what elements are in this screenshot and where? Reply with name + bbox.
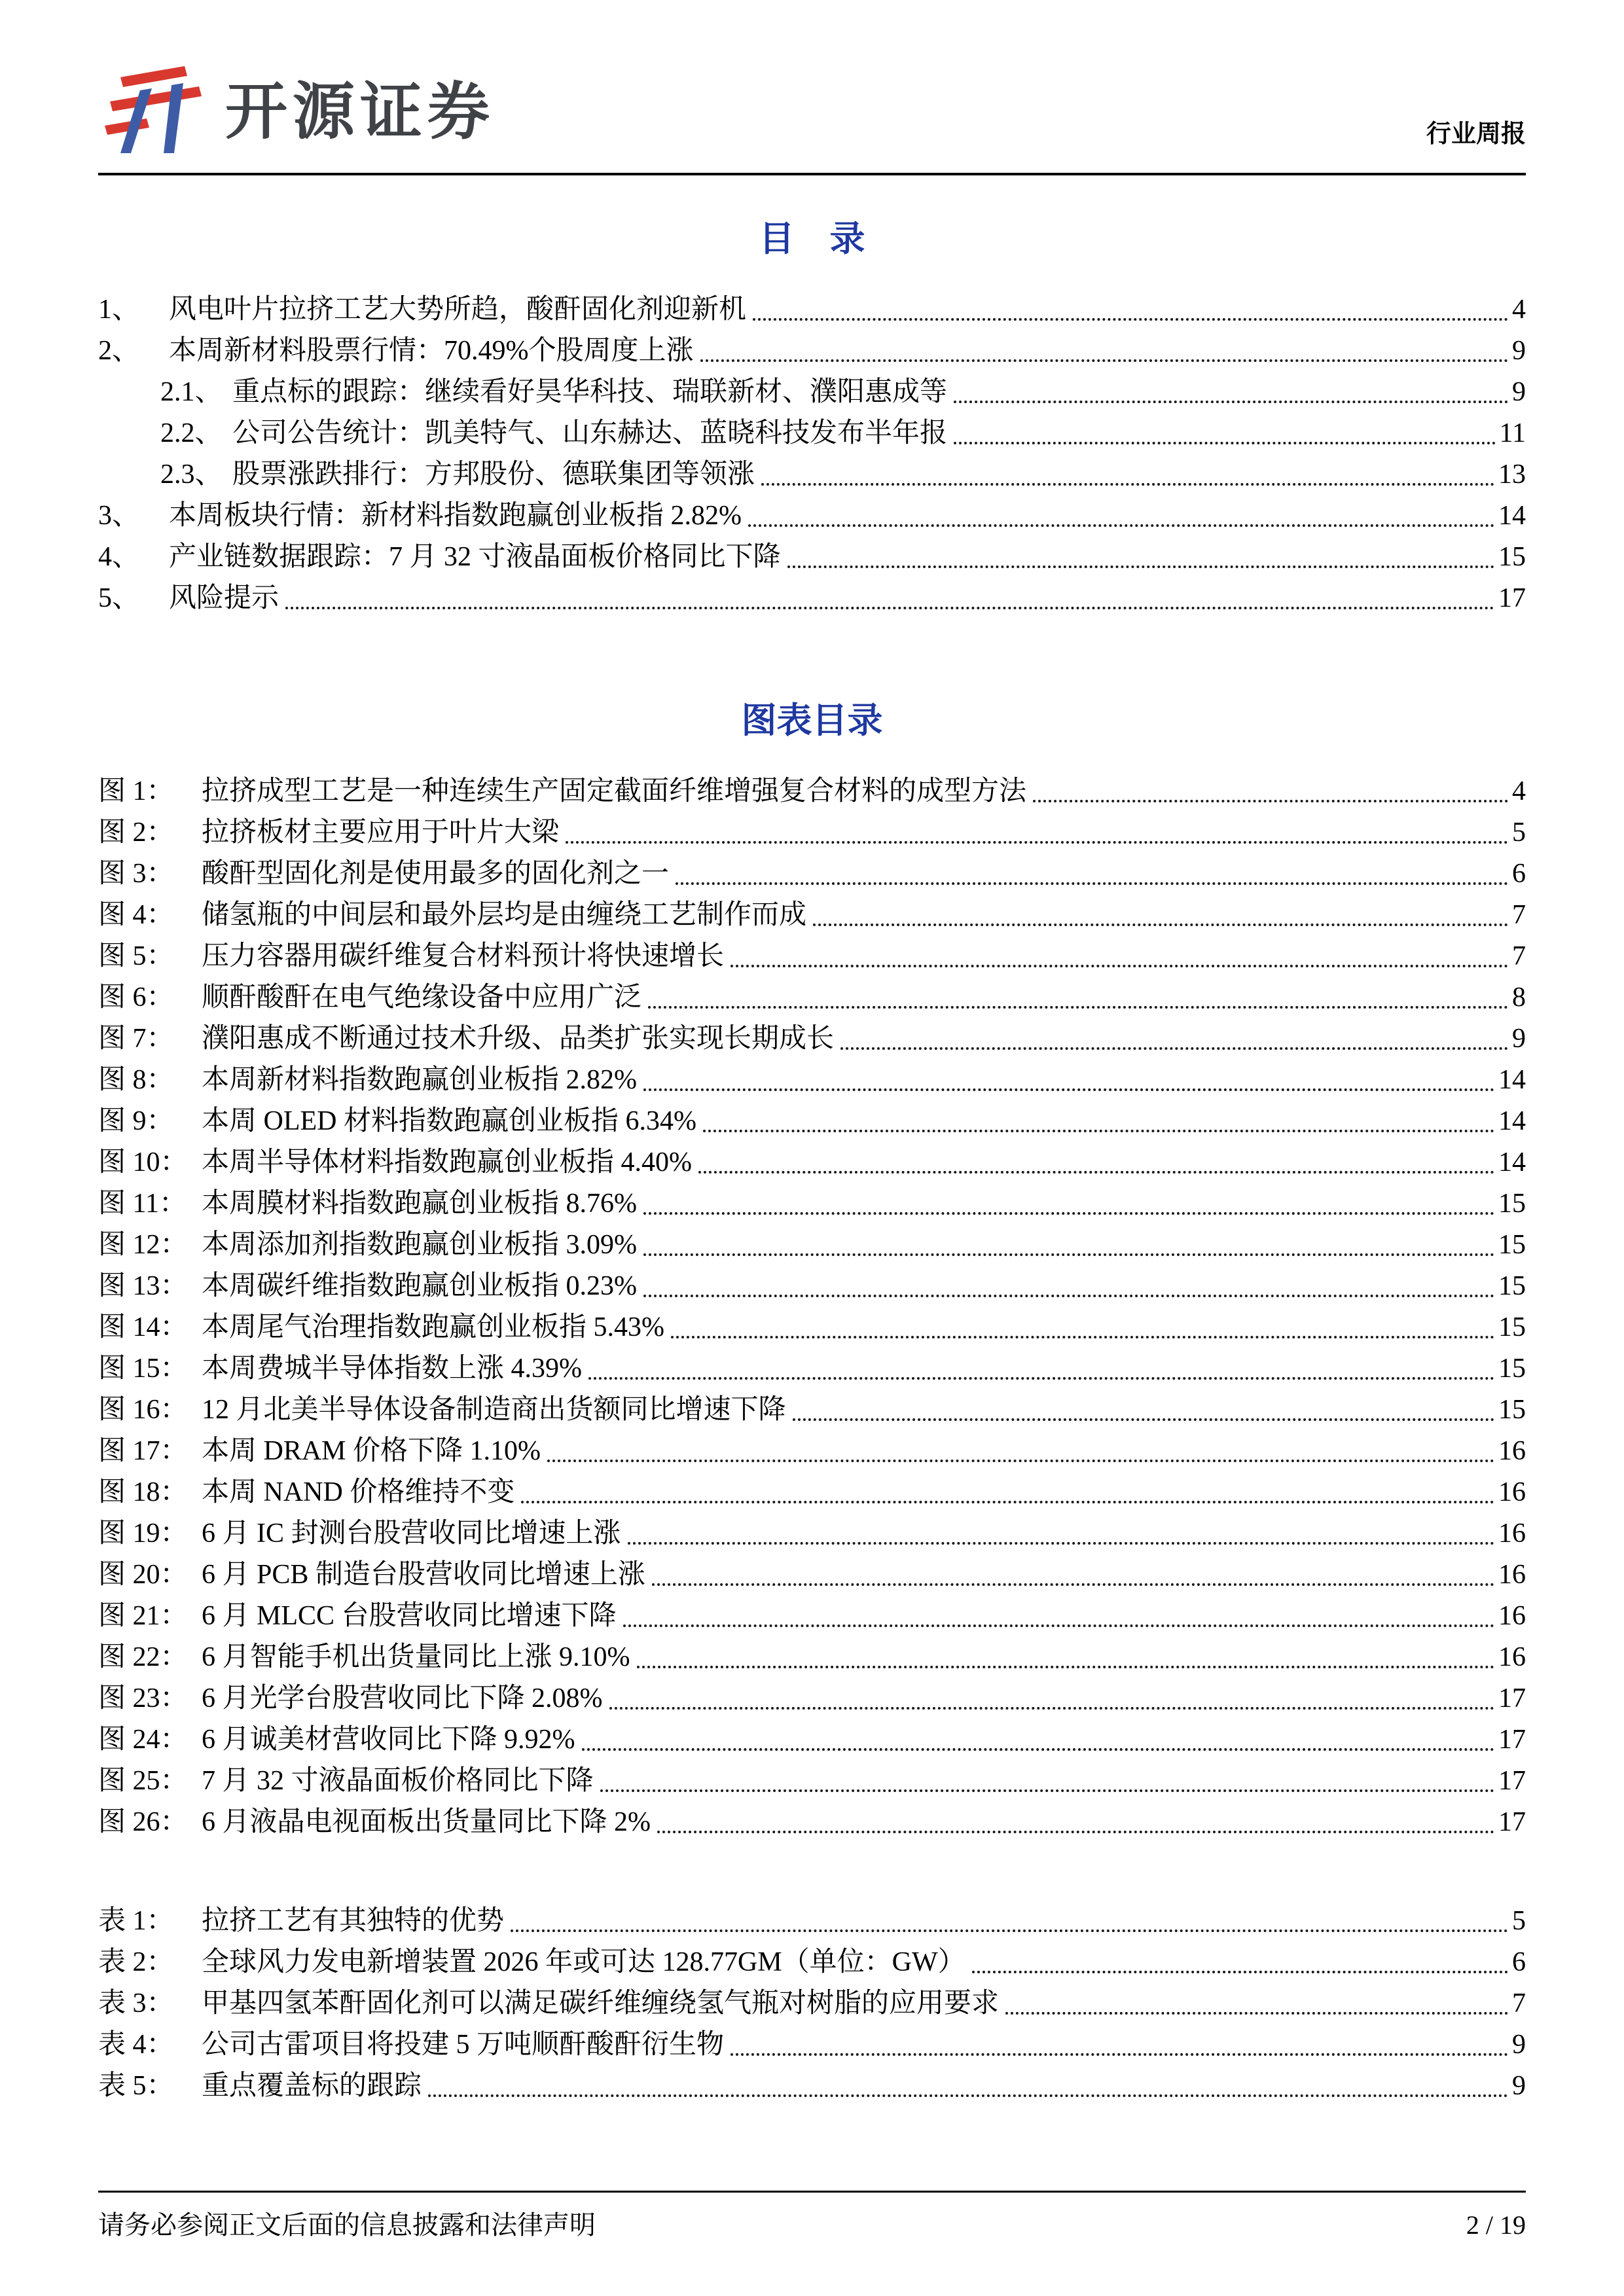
dotted-leader xyxy=(652,1583,1494,1586)
dotted-leader xyxy=(700,359,1509,362)
kaiyuan-logo-icon xyxy=(98,58,208,156)
dotted-leader xyxy=(628,1542,1494,1545)
figure-entry-title: 本周碳纤维指数跑赢创业板指 0.23% xyxy=(202,1271,637,1301)
table-entry-page: 7 xyxy=(1512,1988,1526,2018)
figure-entry-page: 5 xyxy=(1512,817,1526,848)
toc-entry-number: 3、 xyxy=(98,501,140,531)
table-entry-page: 9 xyxy=(1512,2030,1526,2060)
toc-entry[interactable] xyxy=(98,454,1526,495)
dotted-leader xyxy=(566,841,1508,844)
toc-entry-number: 2、 xyxy=(98,336,140,366)
dotted-leader xyxy=(698,1171,1494,1174)
figure-entry-page: 7 xyxy=(1512,941,1526,971)
figure-entry-number: 图 8： xyxy=(98,1065,174,1095)
figure-entry-number: 图 7： xyxy=(98,1024,174,1054)
figure-entry[interactable] xyxy=(98,1431,1526,1472)
toc-entry-number: 2.2、 xyxy=(160,418,223,448)
figure-entry-page: 6 xyxy=(1512,859,1526,889)
figures-title: 图表目录 xyxy=(741,701,883,740)
figure-entry-page: 14 xyxy=(1498,1065,1526,1095)
figure-entry[interactable] xyxy=(98,812,1526,853)
figure-entry-title: 压力容器用碳纤维复合材料预计将快速增长 xyxy=(202,941,725,971)
figure-entry[interactable] xyxy=(98,1596,1526,1637)
figure-entry[interactable] xyxy=(98,1183,1526,1225)
figure-entry-page: 17 xyxy=(1498,1766,1526,1796)
brand xyxy=(98,58,495,156)
dotted-leader xyxy=(954,401,1508,403)
toc-entry[interactable] xyxy=(98,372,1526,413)
toc-entry-title: 本周板块行情：新材料指数跑赢创业板指 2.82% xyxy=(169,501,742,531)
figure-entry-page: 15 xyxy=(1498,1354,1526,1384)
figure-entry-page: 14 xyxy=(1498,1106,1526,1136)
figure-entry-number: 图 10： xyxy=(98,1147,188,1177)
toc-entry-page: 11 xyxy=(1499,418,1526,448)
figure-entry-number: 图 19： xyxy=(98,1518,188,1549)
dotted-leader xyxy=(588,1377,1494,1380)
figures-list xyxy=(98,771,1526,1843)
dotted-leader xyxy=(582,1748,1495,1751)
figure-entry-title: 本周 OLED 材料指数跑赢创业板指 6.34% xyxy=(202,1106,696,1136)
report-type-label: 行业周报 xyxy=(1426,120,1526,148)
dotted-leader xyxy=(623,1624,1494,1627)
figure-entry[interactable] xyxy=(98,1761,1526,1802)
figure-entry-number: 图 24： xyxy=(98,1725,188,1755)
figure-entry-page: 4 xyxy=(1512,776,1526,806)
dotted-leader xyxy=(813,924,1508,926)
dotted-leader xyxy=(676,882,1508,885)
figure-entry-page: 16 xyxy=(1498,1477,1526,1507)
figure-entry-number: 图 25： xyxy=(98,1766,188,1796)
figure-entry-title: 顺酐酸酐在电气绝缘设备中应用广泛 xyxy=(202,982,642,1013)
dotted-leader xyxy=(972,1971,1508,1973)
dotted-leader xyxy=(954,442,1496,444)
figure-entry-page: 17 xyxy=(1498,1725,1526,1755)
figure-entry-number: 图 11： xyxy=(98,1189,187,1219)
figure-entry-title: 12 月北美半导体设备制造商出货额同比增速下降 xyxy=(202,1395,786,1425)
figure-entry-number: 图 23： xyxy=(98,1683,188,1713)
dotted-leader xyxy=(637,1666,1495,1668)
toc-list xyxy=(98,289,1526,619)
table-entry-number: 表 1： xyxy=(98,1906,174,1936)
footer-page-number: 2 / 19 xyxy=(1466,2210,1526,2240)
toc-entry-title: 风电叶片拉挤工艺大势所趋，酸酐固化剂迎新机 xyxy=(169,295,747,325)
figure-entry-title: 本周费城半导体指数上涨 4.39% xyxy=(202,1354,582,1384)
toc-entry[interactable] xyxy=(98,578,1526,619)
figure-entry-number: 图 9： xyxy=(98,1106,174,1136)
toc-entry-title: 公司公告统计：凯美特气、山东赫达、蓝晓科技发布半年报 xyxy=(232,418,948,448)
figure-entry-title: 本周新材料指数跑赢创业板指 2.82% xyxy=(202,1065,637,1095)
dotted-leader xyxy=(643,1212,1494,1215)
figure-entry-number: 图 5： xyxy=(98,941,174,971)
figure-entry-title: 拉挤板材主要应用于叶片大梁 xyxy=(202,817,560,848)
figure-entry[interactable] xyxy=(98,1554,1526,1596)
figure-entry-page: 14 xyxy=(1498,1147,1526,1177)
figure-entry-page: 9 xyxy=(1512,1024,1526,1054)
figure-entry-title: 本周半导体材料指数跑赢创业板指 4.40% xyxy=(202,1147,692,1177)
figure-entry-number: 图 4： xyxy=(98,900,174,930)
toc-entry-number: 4、 xyxy=(98,542,140,572)
figure-entry[interactable] xyxy=(98,1390,1526,1431)
figure-entry-title: 6 月智能手机出货量同比上涨 9.10% xyxy=(202,1642,630,1672)
dotted-leader xyxy=(657,1831,1494,1833)
dotted-leader xyxy=(547,1460,1494,1462)
table-entry[interactable] xyxy=(98,2024,1526,2066)
figure-entry-page: 15 xyxy=(1498,1395,1526,1425)
toc-entry-page: 15 xyxy=(1498,542,1526,572)
dotted-leader xyxy=(600,1789,1494,1792)
table-entry-title: 公司古雷项目将投建 5 万吨顺酐酸酐衍生物 xyxy=(202,2030,725,2060)
toc-entry[interactable] xyxy=(98,537,1526,578)
table-entry[interactable] xyxy=(98,1942,1526,1983)
figure-entry[interactable] xyxy=(98,853,1526,895)
figure-entry-number: 图 12： xyxy=(98,1230,188,1260)
figure-entry-title: 6 月光学台股营收同比下降 2.08% xyxy=(202,1683,603,1713)
tables-list xyxy=(98,1901,1526,2107)
figure-entry-page: 16 xyxy=(1498,1601,1526,1631)
figure-entry[interactable] xyxy=(98,936,1526,977)
table-entry-title: 拉挤工艺有其独特的优势 xyxy=(202,1906,505,1936)
table-entry-number: 表 2： xyxy=(98,1947,174,1977)
figure-entry-title: 6 月 MLCC 台股营收同比增速下降 xyxy=(202,1601,617,1631)
page-header xyxy=(98,0,1526,175)
figure-entry-title: 本周 DRAM 价格下降 1.10% xyxy=(202,1436,541,1466)
figure-entry[interactable] xyxy=(98,771,1526,812)
dotted-leader xyxy=(1033,800,1508,802)
dotted-leader xyxy=(643,1253,1494,1256)
figure-entry-number: 图 16： xyxy=(98,1395,188,1425)
figure-entry-title: 6 月 PCB 制造台股营收同比增速上涨 xyxy=(202,1560,645,1590)
figure-entry-page: 8 xyxy=(1512,982,1526,1013)
figure-entry-number: 图 18： xyxy=(98,1477,188,1507)
figure-entry-page: 15 xyxy=(1498,1230,1526,1260)
figure-entry-page: 16 xyxy=(1498,1642,1526,1672)
toc-entry[interactable] xyxy=(98,331,1526,372)
dotted-leader xyxy=(521,1501,1494,1503)
figure-entry[interactable] xyxy=(98,1307,1526,1348)
table-entry[interactable] xyxy=(98,2066,1526,2107)
toc-entry-page: 9 xyxy=(1512,377,1526,407)
toc-entry-title: 股票涨跌排行：方邦股份、德联集团等领涨 xyxy=(232,459,755,490)
figure-entry-page: 16 xyxy=(1498,1518,1526,1549)
figure-entry[interactable] xyxy=(98,1101,1526,1142)
figure-entry-number: 图 2： xyxy=(98,817,174,848)
figure-entry[interactable] xyxy=(98,1678,1526,1719)
toc-entry-title: 重点标的跟踪：继续看好昊华科技、瑞联新材、濮阳惠成等 xyxy=(232,377,948,407)
dotted-leader xyxy=(840,1047,1508,1050)
toc-entry-page: 4 xyxy=(1512,295,1526,325)
dotted-leader xyxy=(428,2094,1508,2097)
table-entry-number: 表 4： xyxy=(98,2030,174,2060)
brand-name: 开源证券 xyxy=(225,77,496,147)
figure-entry[interactable] xyxy=(98,1225,1526,1266)
figure-entry-page: 16 xyxy=(1498,1560,1526,1590)
figure-entry-title: 酸酐型固化剂是使用最多的固化剂之一 xyxy=(202,859,670,889)
dotted-leader xyxy=(671,1336,1494,1338)
figure-entry-page: 15 xyxy=(1498,1189,1526,1219)
figure-entry-title: 拉挤成型工艺是一种连续生产固定截面纤维增强复合材料的成型方法 xyxy=(202,776,1027,806)
footer-disclaimer: 请务必参阅正文后面的信息披露和法律声明 xyxy=(98,2210,596,2240)
figure-entry-number: 图 17： xyxy=(98,1436,188,1466)
figure-entry-title: 6 月诚美材营收同比下降 9.92% xyxy=(202,1725,575,1755)
figure-entry[interactable] xyxy=(98,895,1526,936)
table-entry-title: 重点覆盖标的跟踪 xyxy=(202,2071,422,2101)
figure-entry-number: 图 20： xyxy=(98,1560,188,1590)
toc-entry-page: 14 xyxy=(1498,501,1526,531)
figure-entry-number: 图 6： xyxy=(98,982,174,1013)
figure-entry-title: 储氢瓶的中间层和最外层均是由缠绕工艺制作而成 xyxy=(202,900,807,930)
figure-entry-page: 16 xyxy=(1498,1436,1526,1466)
dotted-leader xyxy=(761,483,1494,486)
figure-entry-page: 7 xyxy=(1512,900,1526,930)
table-entry-title: 全球风力发电新增装置 2026 年或可达 128.77GM（单位：GW） xyxy=(202,1947,965,1977)
dotted-leader xyxy=(793,1418,1494,1421)
toc-entry[interactable] xyxy=(98,289,1526,331)
figure-entry[interactable] xyxy=(98,1637,1526,1678)
toc-entry-title: 本周新材料股票行情：70.49%个股周度上涨 xyxy=(169,336,694,366)
dotted-leader xyxy=(748,524,1494,527)
toc-entry-page: 13 xyxy=(1498,459,1526,490)
toc-entry-number: 1、 xyxy=(98,295,140,325)
dotted-leader xyxy=(511,1929,1508,1932)
dotted-leader xyxy=(731,965,1508,967)
dotted-leader xyxy=(731,2053,1508,2056)
figure-entry-number: 图 14： xyxy=(98,1312,188,1342)
figure-entry[interactable] xyxy=(98,1266,1526,1307)
figure-entry-number: 图 1： xyxy=(98,776,174,806)
table-entry-page: 6 xyxy=(1512,1947,1526,1977)
figure-entry-title: 6 月 IC 封测台股营收同比增速上涨 xyxy=(202,1518,621,1549)
dotted-leader xyxy=(787,565,1494,568)
dotted-leader xyxy=(753,318,1508,321)
table-entry-title: 甲基四氢苯酐固化剂可以满足碳纤维缠绕氢气瓶对树脂的应用要求 xyxy=(202,1988,1000,2018)
figure-entry-number: 图 26： xyxy=(98,1807,188,1837)
figure-entry[interactable] xyxy=(98,1472,1526,1513)
page-footer xyxy=(98,2191,1526,2242)
figure-entry-title: 本周 NAND 价格维持不变 xyxy=(202,1477,515,1507)
toc-entry-number: 2.1、 xyxy=(160,377,223,407)
dotted-leader xyxy=(285,607,1494,609)
figure-entry-page: 17 xyxy=(1498,1683,1526,1713)
figure-entry-number: 图 13： xyxy=(98,1271,188,1301)
figure-entry-page: 15 xyxy=(1498,1312,1526,1342)
dotted-leader xyxy=(703,1130,1494,1132)
table-entry-page: 9 xyxy=(1512,2071,1526,2101)
dotted-leader xyxy=(643,1088,1494,1091)
toc-title: 目 录 xyxy=(759,219,865,259)
figure-entry-title: 濮阳惠成不断通过技术升级、品类扩张实现长期成长 xyxy=(202,1024,835,1054)
figure-entry-title: 本周膜材料指数跑赢创业板指 8.76% xyxy=(202,1189,637,1219)
figure-entry[interactable] xyxy=(98,1060,1526,1101)
figure-entry-number: 图 21： xyxy=(98,1601,188,1631)
table-entry[interactable] xyxy=(98,1901,1526,1942)
toc-entry-number: 5、 xyxy=(98,583,140,613)
toc-entry[interactable] xyxy=(98,413,1526,454)
toc-entry-number: 2.3、 xyxy=(160,459,223,490)
table-entry[interactable] xyxy=(98,1983,1526,2024)
figure-entry-title: 6 月液晶电视面板出货量同比下降 2% xyxy=(202,1807,651,1837)
figure-entry-page: 17 xyxy=(1498,1807,1526,1837)
table-entry-number: 表 3： xyxy=(98,1988,174,2018)
dotted-leader xyxy=(643,1295,1494,1297)
figure-entry[interactable] xyxy=(98,1513,1526,1554)
toc-entry-page: 9 xyxy=(1512,336,1526,366)
toc-entry-title: 风险提示 xyxy=(169,583,280,613)
toc-entry[interactable] xyxy=(98,495,1526,537)
figure-entry[interactable] xyxy=(98,1802,1526,1843)
figure-entry[interactable] xyxy=(98,977,1526,1018)
figure-entry-number: 图 22： xyxy=(98,1642,188,1672)
figure-entry-title: 本周尾气治理指数跑赢创业板指 5.43% xyxy=(202,1312,664,1342)
figure-entry[interactable] xyxy=(98,1719,1526,1761)
table-entry-number: 表 5： xyxy=(98,2071,174,2101)
figure-entry[interactable] xyxy=(98,1348,1526,1390)
table-entry-page: 5 xyxy=(1512,1906,1526,1936)
figure-entry-title: 7 月 32 寸液晶面板价格同比下降 xyxy=(202,1766,594,1796)
toc-entry-page: 17 xyxy=(1498,583,1526,613)
figure-entry[interactable] xyxy=(98,1142,1526,1183)
dotted-leader xyxy=(648,1006,1508,1009)
figure-entry-page: 15 xyxy=(1498,1271,1526,1301)
toc-entry-title: 产业链数据跟踪：7 月 32 寸液晶面板价格同比下降 xyxy=(169,542,781,572)
figure-entry-title: 本周添加剂指数跑赢创业板指 3.09% xyxy=(202,1230,637,1260)
dotted-leader xyxy=(609,1707,1495,1710)
figure-entry-number: 图 15： xyxy=(98,1354,188,1384)
figure-entry-number: 图 3： xyxy=(98,859,174,889)
dotted-leader xyxy=(1005,2012,1508,2015)
figure-entry[interactable] xyxy=(98,1018,1526,1060)
